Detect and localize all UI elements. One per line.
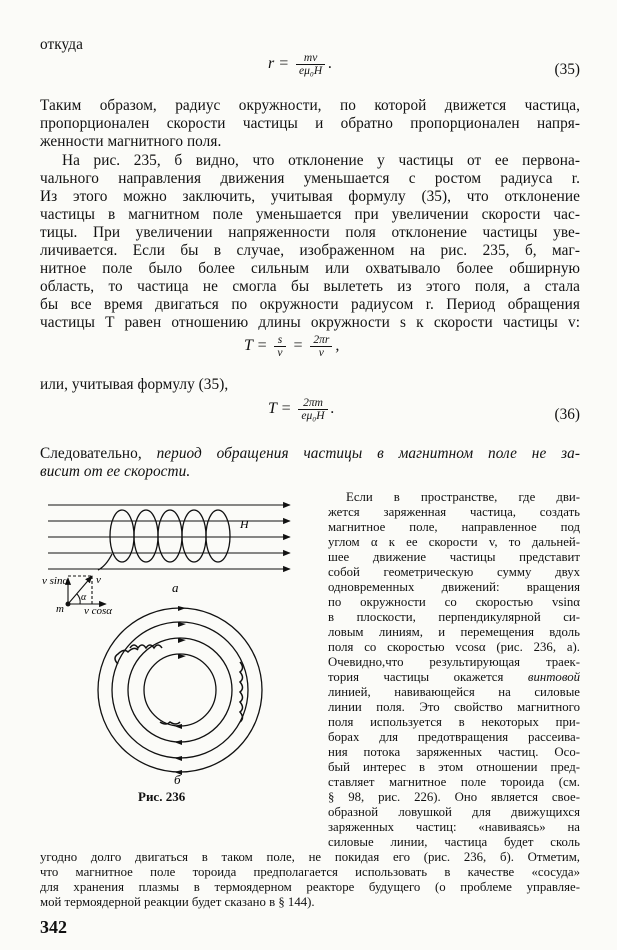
text-line: личивается. Если бы в случае, изображенном на рис. 235, б, маг- (40, 242, 580, 259)
side-line: силовые линии, частица будет сколь (328, 835, 580, 849)
side-line: магнитное поле, направленное под (328, 520, 580, 534)
text-line: пропорционален скорости частицы и обратно пропорционален напря- (40, 115, 580, 132)
eq-lhs: T = (268, 400, 292, 418)
eq-tail: . (330, 400, 335, 418)
label-m: m (56, 603, 64, 615)
text-line: чального направления движения уменьшается с ростом радиуса r. (40, 170, 580, 187)
eq-tail: , (335, 337, 340, 355)
equation-number: (36) (554, 406, 580, 423)
text-line: тицы. При увеличении напряженности поля отклонение частицы уве- (40, 224, 580, 241)
side-line: Если в пространстве, где дви- (346, 490, 580, 504)
text-line: угодно долго двигаться в таком поле, не покидая его (рис. 236, б). Отметим, (40, 850, 580, 864)
side-line: углом α к ее скорости v, то дальней- (328, 535, 580, 549)
italic-text: период обращения частицы в магнитном поле не за- (156, 445, 580, 462)
text-span: тория частицы окажется (328, 670, 504, 684)
side-line: собой геометрическую сумму двух (328, 565, 580, 579)
side-line: поля используется в некоторых при- (328, 715, 580, 729)
eq-lhs: T = (244, 337, 268, 355)
eq-numerator: 2πr (310, 334, 332, 347)
eq-denominator: eμ₀H (299, 65, 323, 77)
toroid-arrows (174, 606, 186, 775)
label-H: H (240, 517, 249, 531)
text-line: что магнитное поле тороида предполагается использовать в качестве «сосуда» (40, 865, 580, 879)
italic-text: винтовой (527, 670, 581, 684)
text-line: откуда (40, 36, 83, 53)
toroid-field (98, 608, 262, 772)
label-alpha: α (81, 592, 87, 603)
eq-numerator: mv (296, 52, 325, 65)
eq-denominator: eμ₀H (301, 410, 325, 422)
side-line: ловым линиям, и перемещения вдоль (328, 625, 580, 639)
eq-numerator: 2πm (298, 397, 327, 410)
text-line: Из этого можно заключить, учитывая формулу (35), что отклонение (40, 188, 580, 205)
particle-dot (66, 602, 71, 607)
side-line: ставляет магнитное поле тороида (см. (328, 775, 580, 789)
text-line: частицы в магнитном поле уменьшается при увеличении скорости час- (40, 206, 580, 223)
text-line: На рис. 235, б видно, что отклонение y частицы от ее первона- (62, 152, 580, 169)
field-lines (48, 505, 290, 569)
figure-caption: Рис. 236 (138, 789, 186, 804)
side-line: бый интерес в этом отношении пред- (328, 760, 580, 774)
side-line: § 98, рис. 226). Оно является свое- (328, 790, 580, 804)
text-line: или, учитывая формулу (35), (40, 376, 229, 393)
side-line: ния потока заряженных частиц. Осо- (328, 745, 580, 759)
side-line: линии поля. Это свойство магнитного (328, 700, 580, 714)
side-line: одновременных движений: вращения (328, 580, 580, 594)
side-line (328, 670, 580, 685)
helix-trajectory (98, 510, 230, 570)
label-b: б (174, 772, 181, 787)
text-line: для хранения плазмы в термоядерном реакторе будущего (о проблеме управляе- (40, 880, 580, 894)
label-a: а (172, 580, 179, 595)
label-vcos: v cosα (84, 605, 113, 617)
equation-number: (35) (554, 61, 580, 78)
side-line: Очевидно,что результирующая траек- (328, 655, 580, 669)
text-line: область, то частица не смогла бы вылететь из этого поля, а стала (40, 278, 580, 295)
text-line: частицы T равен отношению длины окружности s к скорости частицы v: (40, 314, 580, 331)
side-line: заряженных частиц: «навиваясь» на (328, 820, 580, 834)
side-line: жется заряженная частица, создать (328, 505, 580, 519)
eq-denominator: v (277, 347, 283, 359)
eq-lhs: r = (268, 55, 290, 73)
text-line: женности магнитного поля. (40, 133, 222, 150)
text-span: Следовательно, (40, 445, 142, 462)
side-line: в плоскости, перпендикулярной си- (328, 610, 580, 624)
page-number: 342 (40, 917, 67, 937)
figure-236 (40, 0, 333, 790)
text-line: нитное поле было более сильным или охватывало более обширную (40, 260, 580, 277)
side-line: поля со скоростью vcosα (рис. 236, а). (328, 640, 580, 654)
label-v: v (96, 574, 101, 586)
eq-equals: = (292, 337, 304, 355)
label-vsin: v sinα (42, 575, 69, 587)
text-line: бы все время двигаться по окружности радиусом r. Период обращения (40, 296, 580, 313)
side-line: образной ловушкой для движущихся (328, 805, 580, 819)
side-line: борах для предотвращения рассеива- (328, 730, 580, 744)
text-line: мой термоядерной реакции будет сказано в § 144). (40, 895, 315, 909)
text-line: Таким образом, радиус окружности, по которой движется частица, (40, 97, 580, 114)
side-line: по окружности со скоростью vsinα (328, 595, 580, 609)
eq-denominator: v (318, 347, 324, 359)
eq-numerator: s (274, 334, 285, 347)
italic-text: висит от ее скорости. (40, 463, 191, 480)
side-line: шее движение частицы представит (328, 550, 580, 564)
eq-tail: . (328, 55, 333, 73)
side-line: линией, навивающейся на силовые (328, 685, 580, 699)
